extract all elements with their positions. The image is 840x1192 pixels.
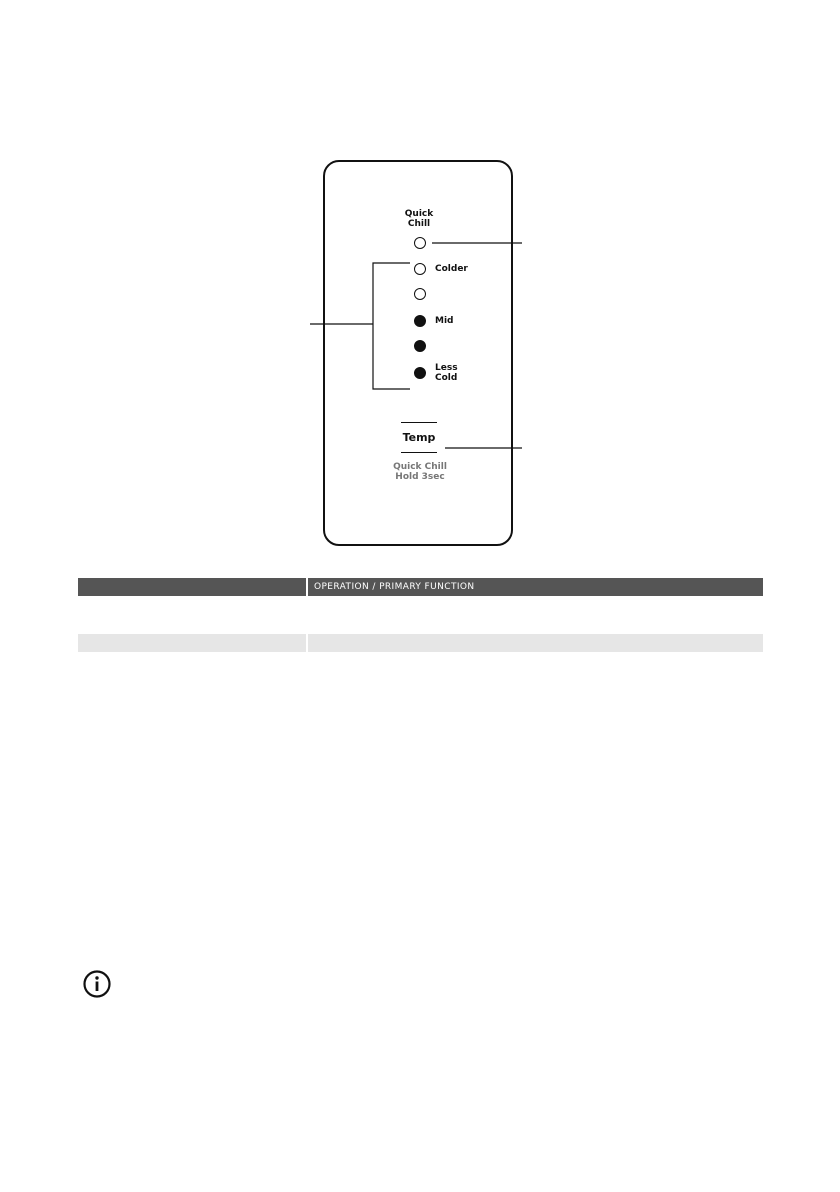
temp-led-4: [414, 340, 426, 352]
temp-led-1: [414, 263, 426, 275]
led-label-colder: Colder: [435, 264, 468, 274]
temp-led-3: [414, 315, 426, 327]
table-header-operation: OPERATION / PRIMARY FUNCTION: [308, 578, 763, 596]
led-label-less-cold: Less Cold: [435, 363, 458, 383]
temp-button-bottom-line: [401, 452, 437, 453]
table-row-cell-left: [78, 634, 306, 652]
temp-button-top-line: [401, 422, 437, 423]
temp-button[interactable]: Temp: [402, 431, 436, 444]
temp-led-2: [414, 288, 426, 300]
info-icon: [82, 969, 112, 999]
quick-chill-indicator-label: Quick Chill: [404, 209, 434, 229]
led-label-mid: Mid: [435, 316, 454, 326]
temp-button-sub-label: Quick Chill Hold 3sec: [393, 462, 447, 482]
table-row-cell-right: [308, 634, 763, 652]
quick-chill-led: [414, 237, 426, 249]
table-header-cell-left: [78, 578, 306, 596]
temp-led-5: [414, 367, 426, 379]
